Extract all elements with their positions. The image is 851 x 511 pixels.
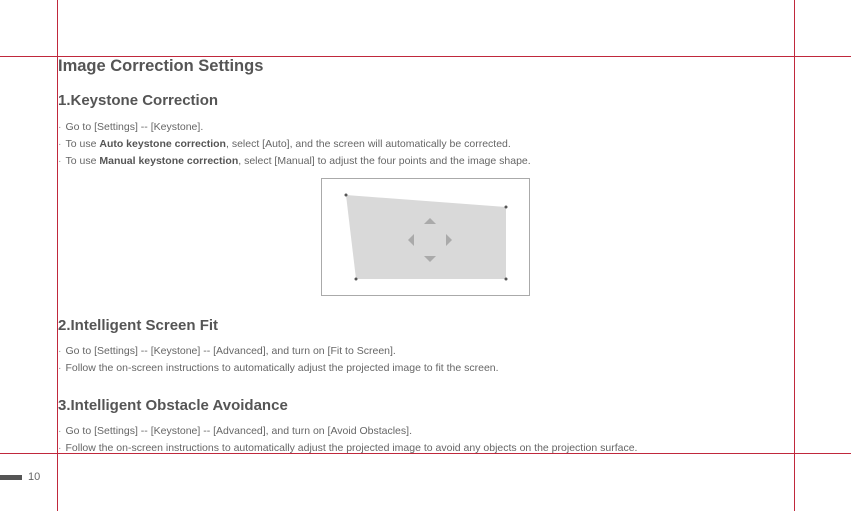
list-item: · Go to [Settings] -- [Keystone] -- [Advanced], and turn on [Avoid Obstacles]. <box>58 423 637 440</box>
section-heading-obstacle-avoidance: 3.Intelligent Obstacle Avoidance <box>58 397 288 414</box>
corner-point-bottom-right <box>505 278 508 281</box>
right-margin-guide <box>794 0 795 511</box>
list-item: · To use Manual keystone correction, select [Manual] to adjust the four points and the image shape. <box>58 153 531 170</box>
section-heading-keystone: 1.Keystone Correction <box>58 92 219 109</box>
keystone-diagram <box>321 178 530 296</box>
obstacle-avoidance-instructions <box>58 423 637 457</box>
projected-image-shape <box>346 195 506 279</box>
page-title: Image Correction Settings <box>58 57 264 75</box>
list-item: · Go to [Settings] -- [Keystone]. <box>58 119 531 136</box>
list-item: · To use Auto keystone correction, select [Auto], and the screen will automatically be corrected. <box>58 136 531 153</box>
page-number-bar <box>0 475 22 480</box>
corner-point-top-left <box>345 194 348 197</box>
keystone-instructions <box>58 119 531 170</box>
section-heading-screen-fit: 2.Intelligent Screen Fit <box>58 317 219 334</box>
list-item: · Go to [Settings] -- [Keystone] -- [Advanced], and turn on [Fit to Screen]. <box>58 343 499 360</box>
page-number: 10 <box>28 471 41 483</box>
screen-fit-instructions <box>58 343 499 377</box>
list-item: · Follow the on-screen instructions to automatically adjust the projected image to fit the screen. <box>58 360 499 377</box>
list-item: · Follow the on-screen instructions to automatically adjust the projected image to avoid any objects on the projection surface. <box>58 440 637 457</box>
corner-point-top-right <box>505 206 508 209</box>
corner-point-bottom-left <box>355 278 358 281</box>
